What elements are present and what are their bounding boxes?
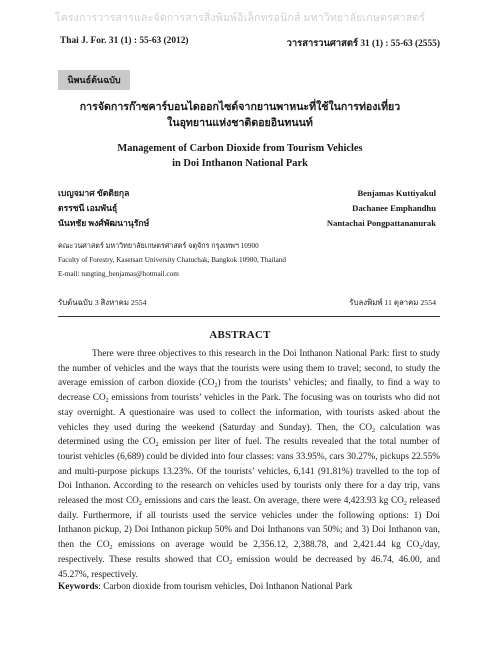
abstract-text: /day, respectively. These results showed that CO — [58, 540, 440, 565]
abstract-text: ) from the tourists’ vehicles; and finally, to find a way to decrease CO — [58, 378, 440, 404]
journal-citation-en: Thai J. For. 31 (1) : 55-63 (2012) — [60, 36, 189, 46]
author-name: Benjamas Kuttiyakul — [357, 188, 436, 198]
keywords-text: : Carbon dioxide from tourism vehicles, Doi Inthanon National Park — [98, 582, 353, 592]
subscript: 2 — [109, 545, 113, 552]
abstract-text: released daily. Furthermore, if all tourists used the service vehicles under the following options: 1) Doi Inthanon pickup, 2) Doi Inthanon pickup 50% and Doi Inthanons van 50%; and 3) Doi Inthanon van, then the CO — [58, 496, 441, 551]
received-date: รับต้นฉบับ 3 สิงหาคม 2554 — [58, 298, 147, 307]
author-name: Dachanee Emphandhu — [352, 203, 436, 213]
subscript: 2 — [105, 398, 109, 405]
title-english-line: Management of Carbon Dioxide from Tourism Vehicles — [117, 143, 363, 154]
authors-thai — [58, 186, 149, 231]
title-thai-line: ในอุทยานแห่งชาติดอยอินทนนท์ — [167, 118, 313, 129]
subscript: 2 — [372, 427, 376, 434]
journal-citation-th: วารสารวนศาสตร์ 31 (1) : 55-63 (2555) — [286, 39, 440, 49]
abstract-text: emissions and cars the least. On average, there were 4,423.93 kg CO — [141, 496, 404, 507]
article-type-badge: นิพนธ์ต้นฉบับ — [58, 70, 130, 90]
subscript: 2 — [214, 383, 218, 390]
subscript: 2 — [138, 501, 142, 508]
title-thai-line: การจัดการก๊าซคาร์บอนไดออกไซด์จากยานพาหนะที่ใช้ในการท่องเที่ยว — [79, 102, 401, 113]
author-name: Nantachai Pongpattananurak — [326, 218, 436, 228]
abstract-text: calculation was determined using the CO — [58, 422, 441, 448]
divider-rule — [58, 316, 440, 317]
subscript: 2 — [403, 501, 407, 508]
abstract-heading: ABSTRACT — [209, 329, 271, 341]
abstract-text: There were three objectives to this research in the Doi Inthanon National Park: first to study the number of vehicles and the ways that the tourists were using them to travel; second, to study the average emission of carbon dioxide (CO — [58, 349, 440, 389]
abstract-text: emission would be decreased by 46.74, 46.00, and 45.27%, respectively. — [58, 554, 440, 580]
author-name: นันทชัย พงศ์พัฒนานุรักษ์ — [58, 218, 150, 228]
title-english-line: in Doi Inthanon National Park — [172, 158, 308, 169]
author-name: ดรรชนี เอมพันธุ์ — [58, 203, 118, 213]
authors-english — [327, 186, 436, 231]
abstract-text: emissions from tourists’ vehicles in the Park. The focusing was on tourists who did not stay overnight. A questionaire was used to collect the information, with tourists asked about the vehicles they used during the weekend (Saturday and Sunday). Then, the CO — [58, 393, 440, 433]
abstract-text: emissions on average would be 2,356.12, 2,388.78, and 2,421.44 kg CO — [112, 540, 420, 551]
contact-email: E-mail: tungting_benjamas@hotmail.com — [58, 270, 179, 278]
affiliation-english: Faculty of Forestry, Kasetsart University Chatuchak, Bangkok 10900, Thailand — [58, 256, 286, 264]
keywords — [58, 582, 352, 592]
accepted-date: รับลงพิมพ์ 11 ตุลาคม 2554 — [349, 298, 436, 307]
watermark: โครงการวารสารและจัดการสารสิ่งพิมพ์อิเล็กทรอนิกส์ มหาวิทยาลัยเกษตรศาสตร์ — [54, 13, 426, 24]
subscript: 2 — [229, 559, 233, 566]
title-thai — [50, 100, 430, 132]
keywords-label: Keywords — [58, 582, 99, 592]
title-english — [50, 141, 430, 171]
abstract-body — [58, 347, 440, 582]
subscript: 2 — [155, 442, 159, 449]
affiliation-thai: คณะวนศาสตร์ มหาวิทยาลัยเกษตรศาสตร์ จตุจักร กรุงเทพฯ 10900 — [58, 242, 259, 250]
subscript: 2 — [419, 545, 423, 552]
abstract-text: emission per liter of fuel. The results revealed that the total number of tourist vehicles (6,689) could be divided into four classes: vans 33.95%, cars 30.27%, pickups 22.55% and multi-purpose pickups 13.23%. Of the tourists’ vehicles, 6,141 (91.81%) travelled to the top of Doi Inthanon. According to the research on vehicles used by tourists only there for a day trip, vans released the most CO — [58, 437, 440, 507]
author-name: เบญจมาศ ขัตติยกุล — [58, 188, 130, 198]
